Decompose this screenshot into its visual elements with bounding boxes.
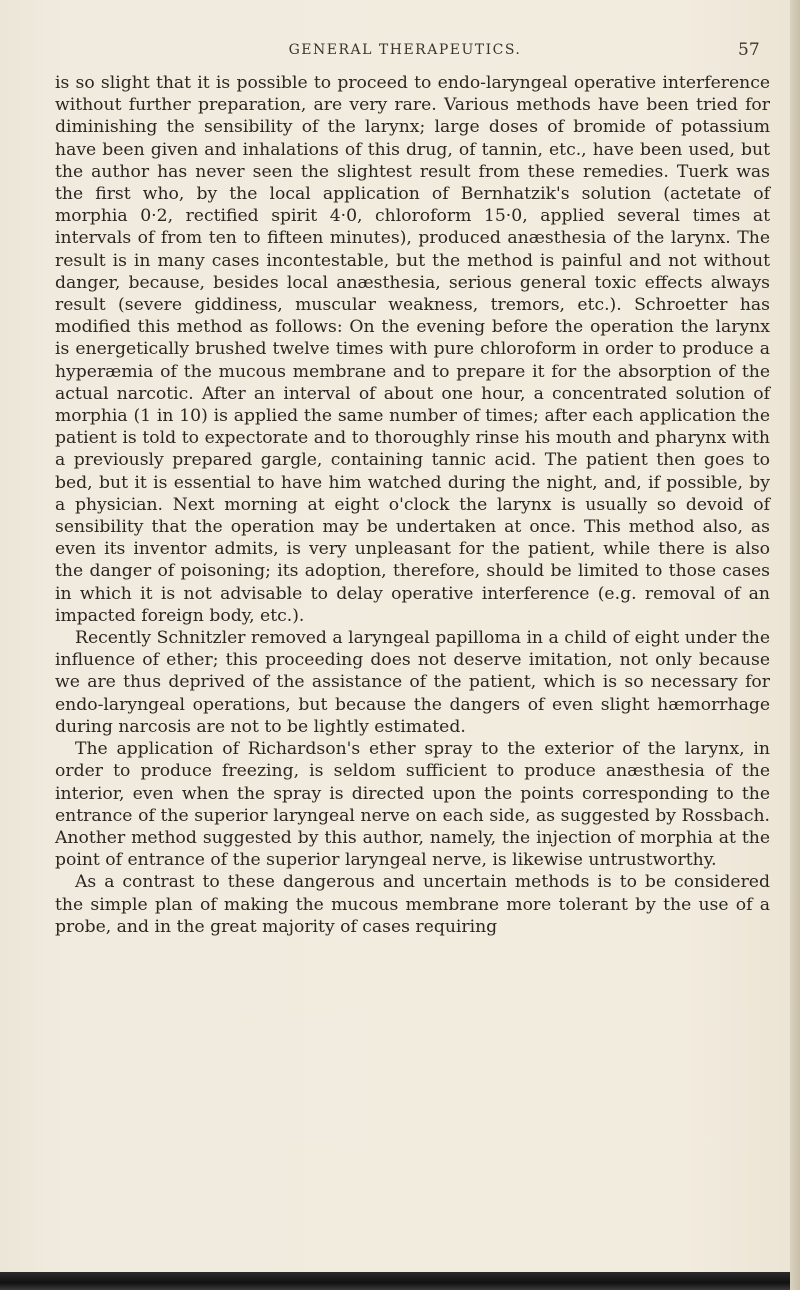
scan-bottom-edge (0, 1272, 790, 1290)
page-edge-shadow (790, 0, 800, 1290)
running-title: GENERAL THERAPEUTICS. (288, 42, 522, 58)
paragraph-continued: is so slight that it is possible to proceed to endo-laryngeal operative interference without further preparation, are very rare. Various methods have been tried for diminishing the sensibility of the larynx; large doses of bromide of potassium have been given and inhalations of this drug, of tannin, etc., have been used, but the author has never seen the slightest result from these remedies. Tuerk was the first who, by the local application of Bernhatzik's solution (actetate of morphia 0·2, rectified spirit 4·0, chloroform 15·0, applied several times at intervals of from ten to fifteen minutes), produced anæsthesia of the larynx. The result is in many cases incontestable, but the method is painful and not without danger, because, besides local anæsthesia, serious general toxic effects always result (severe giddiness, muscular weakness, tremors, etc.). Schroetter has modified this method as follows: On the evening before the operation the larynx is energetically brushed twelve times with pure chloroform in order to produce a hyperæmia of the mucous membrane and to prepare it for the absorption of the actual narcotic. After an interval of about one hour, a concentrated solution of morphia (1 in 10) is applied the same number of times; after each application the patient is told to expectorate and to thoroughly rinse his mouth and pharynx with a previously prepared gargle, containing tannic acid. The patient then goes to bed, but it is essential to have him watched during the night, and, if possible, by a physician. Next morning at eight o'clock the larynx is usually so devoid of sensibility that the operation may be undertaken at once. This method also, as even its inventor admits, is very unpleasant for the patient, while there is also the danger of poisoning; its adoption, therefore, should be limited to those cases in which it is not advisable to delay operative interference (e.g. removal of an impacted foreign body, etc.). (55, 73, 770, 626)
paragraph: As a contrast to these dangerous and uncertain methods is to be considered the simple plan of making the mucous membrane more tolerant by the use of a probe, and in the great majority of cases requiring (55, 872, 770, 937)
body-text (55, 72, 770, 938)
page-number: 57 (738, 40, 760, 60)
paragraph: Recently Schnitzler removed a laryngeal papilloma in a child of eight under the influence of ether; this proceeding does not deserve imitation, not only because we are thus deprived of the assistance of the patient, which is so necessary for endo-laryngeal operations, but because the dangers of even slight hæmorrhage during narcosis are not to be lightly estimated. (55, 628, 770, 737)
paragraph: The application of Richardson's ether spray to the exterior of the larynx, in order to produce freezing, is seldom sufficient to produce anæsthesia of the interior, even when the spray is directed upon the points corresponding to the entrance of the superior laryngeal nerve on each side, as suggested by Rossbach. Another method suggested by this author, namely, the injection of morphia at the point of entrance of the superior laryngeal nerve, is likewise untrustworthy. (55, 739, 770, 871)
